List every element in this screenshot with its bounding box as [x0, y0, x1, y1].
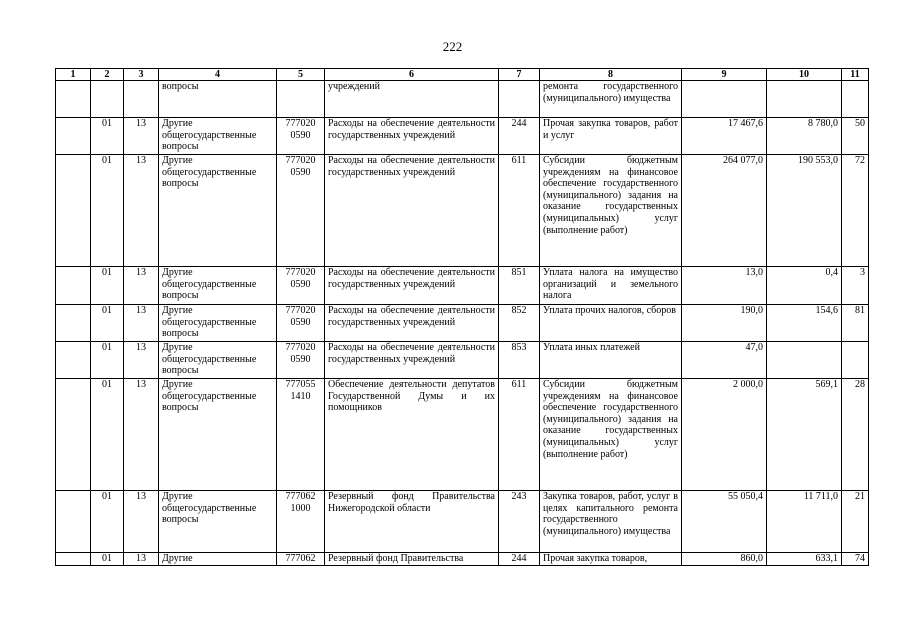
- cell-col1: [56, 342, 91, 379]
- table-row: [56, 342, 869, 379]
- cell-target-name: Резервный фонд Правительства Нижегородской области: [325, 491, 499, 553]
- cell-target-code: 777062 1000: [277, 491, 325, 553]
- page-number: 222: [442, 39, 463, 54]
- cell-percent: 3: [842, 267, 869, 305]
- cell-target-code: 777020 0590: [277, 118, 325, 155]
- cell-target-name: Расходы на обеспечение деятельности государственных учреждений: [325, 305, 499, 342]
- cell-section-name: Другие общегосударственные вопросы: [159, 342, 277, 379]
- cell-amount-actual: [767, 342, 842, 379]
- cell-target-code: 777055 1410: [277, 379, 325, 491]
- table-header-row: [56, 69, 869, 81]
- cell-subsection: 13: [124, 305, 159, 342]
- cell-section-name: вопросы: [159, 81, 277, 118]
- cell-section: [91, 81, 124, 118]
- column-header: 3: [124, 69, 159, 81]
- cell-col1: [56, 267, 91, 305]
- column-header: 4: [159, 69, 277, 81]
- cell-section-name: Другие общегосударственные вопросы: [159, 379, 277, 491]
- cell-amount-plan: 860,0: [682, 553, 767, 566]
- cell-section-name: Другие общегосударственные вопросы: [159, 155, 277, 267]
- cell-col1: [56, 379, 91, 491]
- cell-amount-actual: 8 780,0: [767, 118, 842, 155]
- cell-percent: 21: [842, 491, 869, 553]
- cell-section-name: Другие общегосударственные вопросы: [159, 267, 277, 305]
- cell-subsection: 13: [124, 342, 159, 379]
- cell-section: 01: [91, 491, 124, 553]
- cell-section: 01: [91, 553, 124, 566]
- cell-amount-plan: [682, 81, 767, 118]
- column-header: 11: [842, 69, 869, 81]
- cell-subsection: 13: [124, 118, 159, 155]
- cell-amount-plan: 47,0: [682, 342, 767, 379]
- cell-amount-actual: 633,1: [767, 553, 842, 566]
- cell-expense-type: 243: [499, 491, 540, 553]
- table-row: [56, 155, 869, 267]
- cell-target-name: Расходы на обеспечение деятельности государственных учреждений: [325, 342, 499, 379]
- cell-amount-plan: 190,0: [682, 305, 767, 342]
- cell-section-name: Другие общегосударственные вопросы: [159, 305, 277, 342]
- cell-target-name: учреждений: [325, 81, 499, 118]
- cell-col1: [56, 155, 91, 267]
- cell-amount-plan: 17 467,6: [682, 118, 767, 155]
- cell-subsection: 13: [124, 379, 159, 491]
- table-row: [56, 305, 869, 342]
- cell-expense-type: 244: [499, 553, 540, 566]
- cell-col1: [56, 305, 91, 342]
- cell-col1: [56, 491, 91, 553]
- cell-section-name: Другие: [159, 553, 277, 566]
- column-header: 5: [277, 69, 325, 81]
- cell-target-code: 777020 0590: [277, 305, 325, 342]
- cell-amount-actual: 154,6: [767, 305, 842, 342]
- cell-target-code: [277, 81, 325, 118]
- cell-target-name: Расходы на обеспечение деятельности государственных учреждений: [325, 118, 499, 155]
- cell-target-name: Расходы на обеспечение деятельности государственных учреждений: [325, 155, 499, 267]
- cell-subsection: 13: [124, 553, 159, 566]
- cell-expense-type: 851: [499, 267, 540, 305]
- cell-expense-type: 852: [499, 305, 540, 342]
- cell-section-name: Другие общегосударственные вопросы: [159, 491, 277, 553]
- cell-section: 01: [91, 118, 124, 155]
- cell-amount-actual: 0,4: [767, 267, 842, 305]
- cell-subsection: 13: [124, 155, 159, 267]
- cell-expense-name: Уплата налога на имущество организаций и земельного налога: [540, 267, 682, 305]
- table-row: [56, 118, 869, 155]
- column-header: 2: [91, 69, 124, 81]
- cell-expense-name: Субсидии бюджетным учреждениям на финансовое обеспечение государственного (муниципального) задания на оказание государственных (муниципальных) услуг (выполнение работ): [540, 379, 682, 491]
- cell-percent: 72: [842, 155, 869, 267]
- table-row: [56, 553, 869, 566]
- table-body: [56, 81, 869, 566]
- cell-subsection: 13: [124, 267, 159, 305]
- cell-expense-name: ремонта государственного (муниципального) имущества: [540, 81, 682, 118]
- cell-amount-plan: 2 000,0: [682, 379, 767, 491]
- column-header: 6: [325, 69, 499, 81]
- cell-expense-name: Прочая закупка товаров,: [540, 553, 682, 566]
- column-header: 10: [767, 69, 842, 81]
- cell-subsection: 13: [124, 491, 159, 553]
- cell-expense-name: Уплата иных платежей: [540, 342, 682, 379]
- cell-percent: [842, 81, 869, 118]
- cell-expense-type: 611: [499, 155, 540, 267]
- cell-percent: 74: [842, 553, 869, 566]
- cell-section: 01: [91, 379, 124, 491]
- cell-amount-actual: 190 553,0: [767, 155, 842, 267]
- cell-section: 01: [91, 267, 124, 305]
- column-header: 9: [682, 69, 767, 81]
- cell-col1: [56, 118, 91, 155]
- cell-target-name: Обеспечение деятельности депутатов Государственной Думы и их помощников: [325, 379, 499, 491]
- cell-expense-type: 853: [499, 342, 540, 379]
- cell-expense-type: [499, 81, 540, 118]
- cell-subsection: [124, 81, 159, 118]
- cell-expense-type: 244: [499, 118, 540, 155]
- cell-target-code: 777020 0590: [277, 155, 325, 267]
- cell-target-name: Расходы на обеспечение деятельности государственных учреждений: [325, 267, 499, 305]
- cell-expense-name: Закупка товаров, работ, услуг в целях капитального ремонта государственного (муниципального) имущества: [540, 491, 682, 553]
- cell-target-name: Резервный фонд Правительства: [325, 553, 499, 566]
- cell-percent: [842, 342, 869, 379]
- cell-section: 01: [91, 155, 124, 267]
- cell-expense-name: Субсидии бюджетным учреждениям на финансовое обеспечение государственного (муниципального) задания на оказание государственных (муниципальных) услуг (выполнение работ): [540, 155, 682, 267]
- cell-expense-type: 611: [499, 379, 540, 491]
- cell-amount-plan: 264 077,0: [682, 155, 767, 267]
- cell-section-name: Другие общегосударственные вопросы: [159, 118, 277, 155]
- cell-target-code: 777020 0590: [277, 267, 325, 305]
- cell-target-code: 777020 0590: [277, 342, 325, 379]
- cell-amount-plan: 13,0: [682, 267, 767, 305]
- table-row: [56, 491, 869, 553]
- cell-col1: [56, 81, 91, 118]
- table-row: [56, 379, 869, 491]
- cell-expense-name: Прочая закупка товаров, работ и услуг: [540, 118, 682, 155]
- table-row: [56, 267, 869, 305]
- table-row: [56, 81, 869, 118]
- cell-percent: 28: [842, 379, 869, 491]
- cell-percent: 81: [842, 305, 869, 342]
- cell-amount-actual: 569,1: [767, 379, 842, 491]
- cell-section: 01: [91, 342, 124, 379]
- cell-amount-actual: [767, 81, 842, 118]
- cell-target-code: 777062: [277, 553, 325, 566]
- budget-table: [55, 68, 869, 566]
- column-header: 8: [540, 69, 682, 81]
- cell-amount-actual: 11 711,0: [767, 491, 842, 553]
- column-header: 7: [499, 69, 540, 81]
- cell-percent: 50: [842, 118, 869, 155]
- cell-section: 01: [91, 305, 124, 342]
- column-header: 1: [56, 69, 91, 81]
- cell-col1: [56, 553, 91, 566]
- cell-amount-plan: 55 050,4: [682, 491, 767, 553]
- cell-expense-name: Уплата прочих налогов, сборов: [540, 305, 682, 342]
